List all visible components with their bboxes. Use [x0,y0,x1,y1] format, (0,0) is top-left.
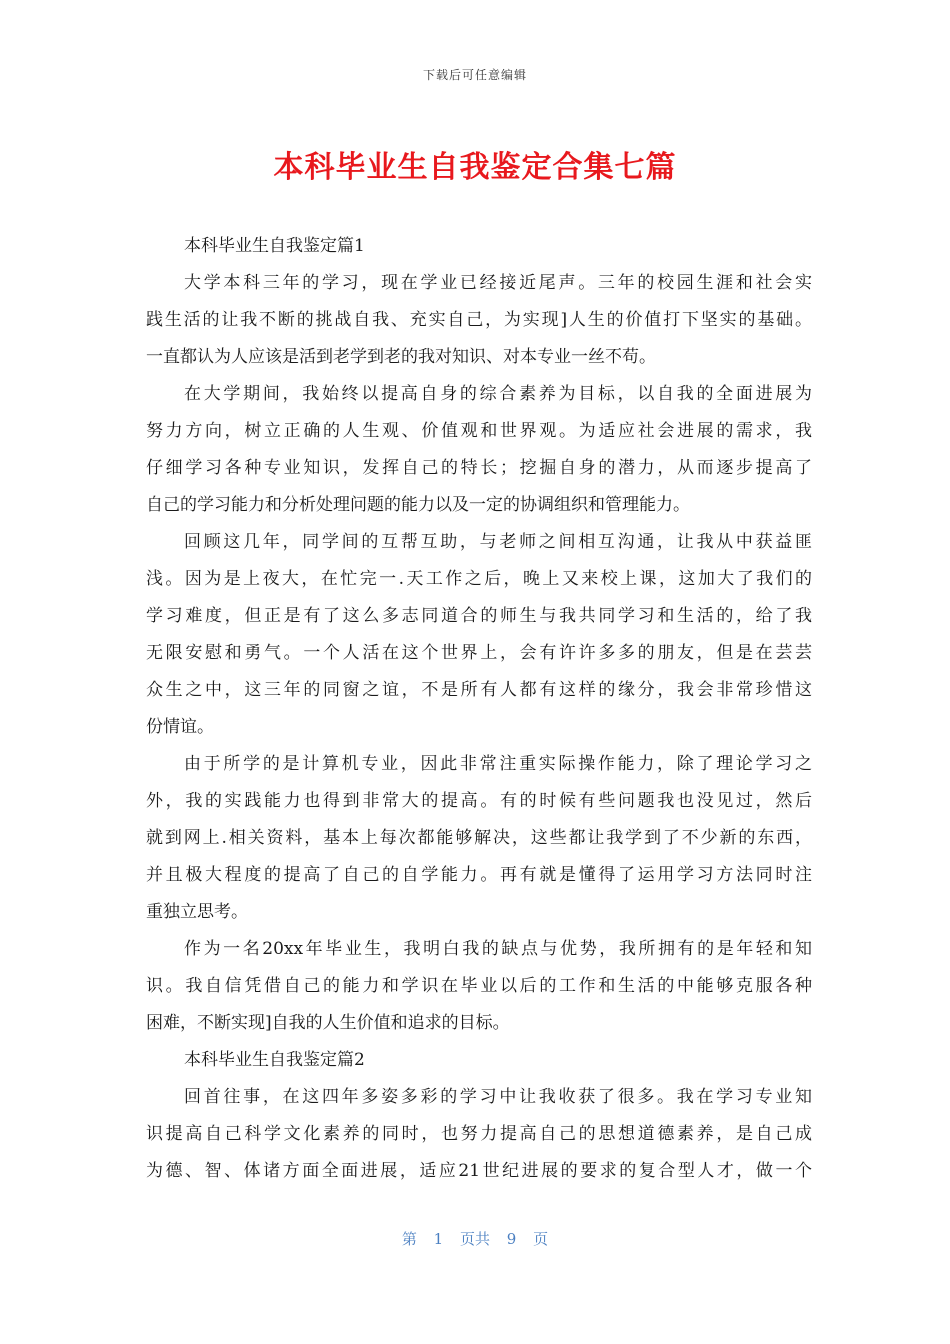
text-line: 努力方向，树立正确的人生观、价值观和世界观。为适应社会进展的需求，我 [146,421,812,441]
text-line: 浅。因为是上夜大，在忙完一.天工作之后，晚上又来校上课，这加大了我们的 [146,569,812,589]
text-line: 为德、智、体诸方面全面进展，适应21世纪进展的要求的复合型人才，做一个 [146,1161,812,1181]
text-line: 识提高自己科学文化素养的同时，也努力提高自己的思想道德素养，是自己成 [146,1124,812,1144]
text-line: 外，我的实践能力也得到非常大的提高。有的时候有些问题我也没见过，然后 [146,791,812,811]
document-title: 本科毕业生自我鉴定合集七篇 [273,150,677,185]
text-line: 学习难度，但正是有了这么多志同道合的师生与我共同学习和生活的，给了我 [146,606,812,626]
text-line: 份情谊。 [146,717,214,737]
text-line: 并且极大程度的提高了自己的自学能力。再有就是懂得了运用学习方法同时注 [146,865,812,885]
text-line: 作为一名20xx年毕业生，我明白我的缺点与优势，我所拥有的是年轻和知 [184,939,812,959]
document-body [146,228,812,1190]
text-line: 本科毕业生自我鉴定篇2 [184,1050,365,1070]
text-line: 众生之中，这三年的同窗之谊，不是所有人都有这样的缘分，我会非常珍惜这 [146,680,812,700]
text-line: 本科毕业生自我鉴定篇1 [184,236,365,256]
footer-suffix: 页 [533,1230,549,1248]
text-line: 自己的学习能力和分析处理问题的能力以及一定的协调组织和管理能力。 [146,495,690,515]
text-line: 仔细学习各种专业知识，发挥自己的特长；挖掘自身的潜力，从而逐步提高了 [146,458,812,478]
text-line: 困难，不断实现]自我的人生价值和追求的目标。 [146,1013,510,1033]
text-line: 由于所学的是计算机专业，因此非常注重实际操作能力，除了理论学习之 [184,754,812,774]
text-line: 在大学期间，我始终以提高自身的综合素养为目标，以自我的全面进展为 [184,384,812,404]
text-line: 无限安慰和勇气。一个人活在这个世界上，会有许许多多的朋友，但是在芸芸 [146,643,812,663]
header-note: 下载后可任意编辑 [422,68,527,82]
footer-total-pages: 9 [506,1230,517,1248]
text-line: 就到网上.相关资料，基本上每次都能够解决，这些都让我学到了不少新的东西， [146,828,812,848]
text-line: 识。我自信凭借自己的能力和学识在毕业以后的工作和生活的中能够克服各种 [146,976,812,996]
footer-middle: 页共 [459,1230,490,1248]
text-line: 回顾这几年，同学间的互帮互助，与老师之间相互沟通，让我从中获益匪 [184,532,812,552]
footer-prefix: 第 [401,1230,417,1248]
footer-page-number: 1 [433,1230,444,1248]
page-footer [0,1228,950,1249]
text-line: 大学本科三年的学习，现在学业已经接近尾声。三年的校园生涯和社会实 [184,273,812,293]
text-line: 回首往事，在这四年多姿多彩的学习中让我收获了很多。我在学习专业知 [184,1087,812,1107]
text-line: 践生活的让我不断的挑战自我、充实自己，为实现]人生的价值打下坚实的基础。 [146,310,812,330]
text-line: 重独立思考。 [146,902,248,922]
text-line: 一直都认为人应该是活到老学到老的我对知识、对本专业一丝不苟。 [146,347,656,367]
